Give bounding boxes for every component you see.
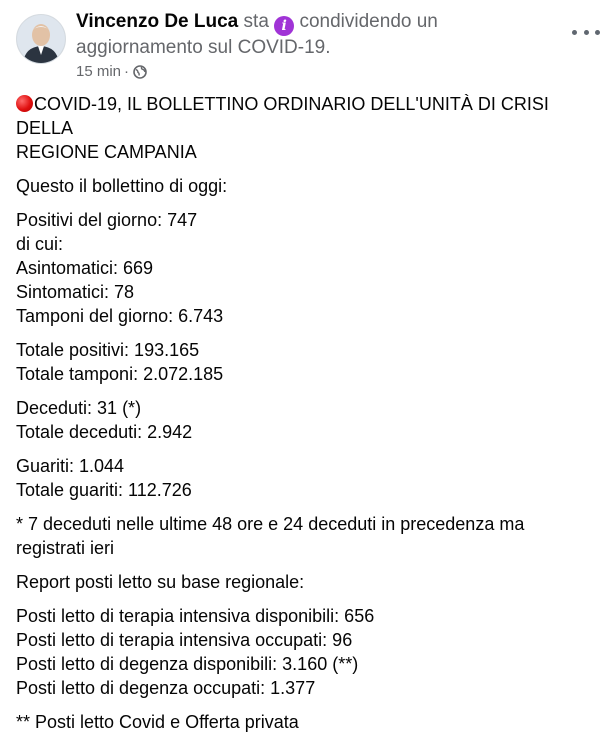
stat-line: Sintomatici: 78 <box>16 282 135 302</box>
action-prefix: sta <box>243 11 269 32</box>
author-avatar[interactable] <box>16 14 66 64</box>
stat-line: Posti letto di degenza disponibili: 3.160 (**) <box>16 654 359 674</box>
stat-line: Totale deceduti: 2.942 <box>16 422 193 442</box>
recovered-block <box>16 454 602 502</box>
globe-icon[interactable] <box>133 65 147 85</box>
headline-line2: REGIONE CAMPANIA <box>16 142 197 162</box>
more-dot-icon <box>584 30 589 35</box>
intro-text: Questo il bollettino di oggi: <box>16 176 228 196</box>
post-author-line <box>76 10 554 60</box>
headline-line1: COVID-19, IL BOLLETTINO ORDINARIO DELL'UNITÀ DI CRISI DELLA <box>16 94 549 138</box>
post-timestamp-link[interactable]: 15 min <box>76 63 122 80</box>
stat-line: Totale positivi: 193.165 <box>16 340 200 360</box>
stat-line: Posti letto di terapia intensiva disponibili: 656 <box>16 606 375 626</box>
author-name-link[interactable]: Vincenzo De Luca <box>76 11 239 32</box>
stat-line: Totale guariti: 112.726 <box>16 480 192 500</box>
stat-line: Tamponi del giorno: 6.743 <box>16 306 224 326</box>
footnote-line: registrati ieri <box>16 538 115 558</box>
more-dot-icon <box>572 30 577 35</box>
stat-line: Asintomatici: 669 <box>16 258 154 278</box>
red-circle-icon <box>16 95 33 112</box>
deaths-footnote <box>16 512 602 560</box>
stat-line: Posti letto di terapia intensiva occupati: 96 <box>16 630 353 650</box>
stat-line: Guariti: 1.044 <box>16 456 125 476</box>
info-icon[interactable]: i <box>274 16 294 36</box>
stat-line: Totale tamponi: 2.072.185 <box>16 364 224 384</box>
stat-line: Deceduti: 31 (*) <box>16 398 142 418</box>
deaths-block <box>16 396 602 444</box>
headline <box>16 92 602 164</box>
totals-block <box>16 338 602 386</box>
post-content <box>16 92 602 744</box>
post-meta <box>76 62 147 85</box>
beds-footnote: ** Posti letto Covid e Offerta privata <box>16 712 299 732</box>
more-options-button[interactable] <box>572 22 600 42</box>
daily-cases-block <box>16 208 602 328</box>
stat-line: Positivi del giorno: 747 <box>16 210 198 230</box>
avatar-portrait-icon <box>17 15 65 63</box>
more-dot-icon <box>595 30 600 35</box>
footnote-line: * 7 deceduti nelle ultime 48 ore e 24 deceduti in precedenza ma <box>16 514 525 534</box>
beds-block <box>16 604 602 700</box>
stat-line: Posti letto di degenza occupati: 1.377 <box>16 678 316 698</box>
stat-line: di cui: <box>16 234 64 254</box>
action-text-continued: aggiornamento sul COVID-19. <box>76 37 331 58</box>
meta-separator: · <box>124 63 130 80</box>
report-title: Report posti letto su base regionale: <box>16 572 305 592</box>
post-header <box>14 10 604 86</box>
action-text: condividendo un <box>299 11 438 32</box>
